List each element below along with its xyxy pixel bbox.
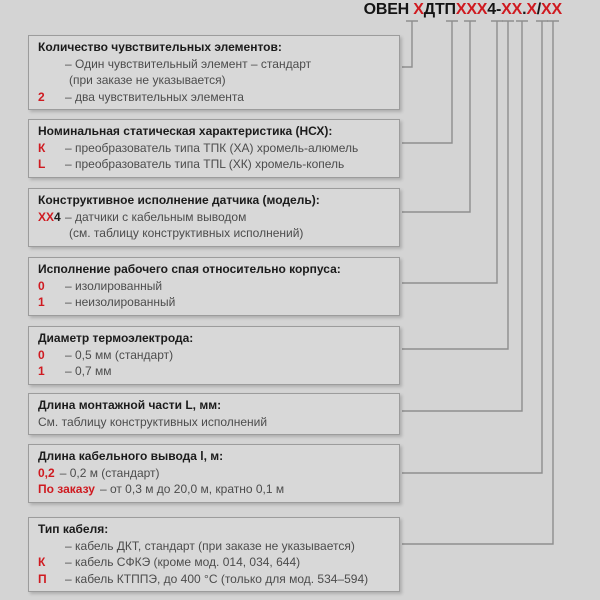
spec-box-cable-type [28, 517, 400, 592]
spec-row-text [38, 414, 267, 431]
spec-row-text [65, 89, 244, 106]
spec-row [38, 56, 390, 89]
spec-row [38, 347, 390, 364]
connector-path-cable-output-length [402, 21, 548, 473]
spec-text-line: – неизолированный [65, 295, 176, 309]
spec-row [38, 465, 390, 482]
spec-text-line: – кабель ДКТ, стандарт (при заказе не указывается) [65, 538, 355, 553]
spec-row [38, 294, 390, 311]
spec-box-mounting-length [28, 393, 400, 435]
spec-text-line: – 0,7 мм [65, 364, 112, 378]
spec-row [38, 140, 390, 157]
title-segment: ХХ [541, 1, 562, 18]
spec-text-line: – преобразователь типа ТПК (ХА) хромель-алюмель [65, 140, 359, 155]
spec-box-sensor-model [28, 188, 400, 247]
spec-code-value: 0,2 [38, 465, 55, 480]
spec-row-text [65, 363, 112, 380]
spec-row [38, 363, 390, 380]
spec-code-value: 1 [38, 364, 45, 378]
title-segment: Х [526, 1, 537, 18]
title-segment: ХХХ [455, 1, 488, 18]
spec-box-junction-isolation [28, 257, 400, 316]
spec-code-value [38, 56, 65, 89]
spec-row-text [65, 294, 175, 311]
spec-code-value: 2 [38, 89, 45, 104]
title-segment: ОВЕН [363, 1, 414, 18]
spec-text-line: (см. таблицу конструктивных исполнений) [69, 226, 304, 240]
spec-text-line: – кабель СФКЭ (кроме мод. 014, 034, 644) [65, 555, 301, 569]
title-segment: 4- [487, 1, 502, 18]
spec-row [38, 571, 390, 588]
spec-text-line: – от 0,3 м до 20,0 м, кратно 0,1 м [99, 482, 285, 496]
spec-row [38, 414, 390, 431]
spec-code-value: 0 [38, 278, 45, 293]
spec-box-header: Длина монтажной части L, мм: [38, 398, 222, 412]
connector-path-mounting-length [402, 21, 528, 411]
spec-code-value: ХХ4 [38, 209, 61, 224]
spec-text-line: – два чувствительных элемента [65, 89, 244, 104]
spec-box-header: Конструктивное исполнение датчика (модель): [38, 193, 320, 207]
spec-text-line: См. таблицу конструктивных исполнений [38, 414, 268, 429]
page-title [364, 1, 562, 19]
spec-text-line: – 0,5 мм (стандарт) [65, 347, 174, 362]
spec-row-text [65, 209, 303, 242]
title-segment: . [522, 1, 527, 18]
spec-row [38, 554, 390, 571]
spec-code-suffix: 4 [54, 209, 61, 224]
spec-text-line: – преобразователь типа ТПL (ХК) хромель-копель [65, 157, 345, 171]
spec-box-header: Номинальная статическая характеристика (НСХ): [38, 124, 333, 138]
spec-code-value: L [38, 157, 46, 171]
connector-path-sensing-elements-count [402, 21, 418, 67]
spec-box-electrode-diameter [28, 326, 400, 385]
spec-row-text [65, 347, 173, 364]
spec-box-static-characteristic-nsx [28, 119, 400, 178]
spec-row-text [65, 538, 355, 555]
spec-code-value: П [38, 571, 47, 586]
spec-box-header: Исполнение рабочего спая относительно корпуса: [38, 262, 341, 276]
spec-code-value: 1 [38, 295, 45, 309]
spec-box-header: Длина кабельного вывода l, м: [38, 449, 224, 463]
spec-box-cable-output-length [28, 444, 400, 503]
spec-text-line: – Один чувствительный элемент – стандарт [65, 56, 312, 71]
spec-code-value [38, 538, 65, 555]
spec-text-line: – датчики с кабельным выводом [65, 209, 247, 224]
spec-row-text [65, 554, 300, 571]
spec-text-line: (при заказе не указывается) [69, 73, 226, 87]
spec-box-header: Тип кабеля: [38, 522, 109, 536]
spec-row-text [100, 481, 284, 498]
spec-row-text [65, 140, 358, 157]
title-segment: ХХ [501, 1, 523, 18]
spec-row [38, 278, 390, 295]
spec-row [38, 156, 390, 173]
title-segment: ДТП [423, 1, 456, 18]
connector-path-sensor-model [402, 21, 476, 212]
spec-text-line: – кабель КТППЭ, до 400 °С (только для мод. 534–594) [65, 571, 369, 586]
connector-path-static-characteristic-nsx [402, 21, 458, 143]
title-segment: / [536, 1, 542, 18]
spec-row-text [65, 156, 344, 173]
spec-row [38, 89, 390, 106]
spec-box-header: Диаметр термоэлектрода: [38, 331, 194, 345]
spec-box-sensing-elements-count [28, 35, 400, 110]
spec-code-value: 0 [38, 347, 45, 362]
spec-row [38, 538, 390, 555]
spec-code-value: По заказу [38, 482, 95, 496]
spec-box-header: Количество чувствительных элементов: [38, 40, 282, 54]
spec-row-text [60, 465, 160, 482]
spec-text-line: – 0,2 м (стандарт) [59, 465, 160, 480]
spec-row-text [65, 571, 368, 588]
spec-row-text [65, 278, 162, 295]
spec-row-text [65, 56, 311, 89]
spec-row [38, 481, 390, 498]
spec-code-value: К [38, 555, 46, 569]
spec-text-line: – изолированный [65, 278, 163, 293]
spec-code-value: К [38, 140, 46, 155]
spec-row [38, 209, 390, 242]
title-segment: Х [413, 1, 424, 18]
